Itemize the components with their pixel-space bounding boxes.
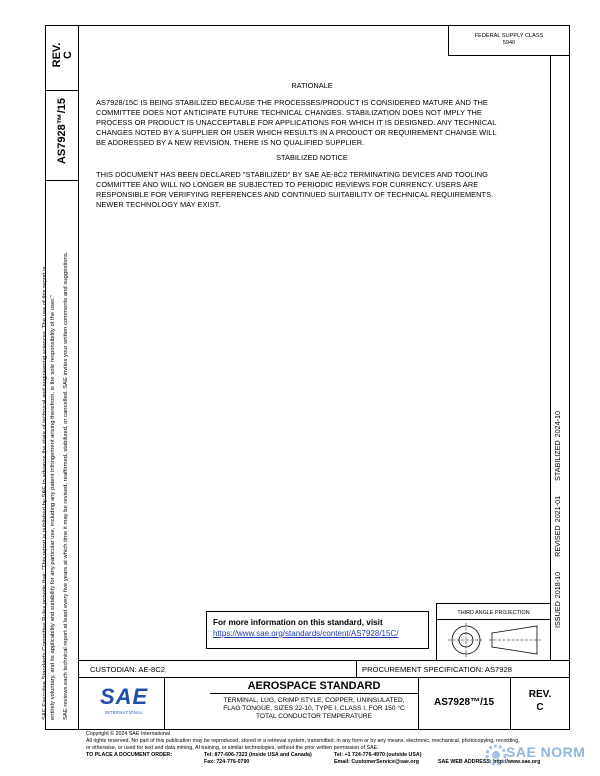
- web-address: SAE WEB ADDRESS: http://www.sae.org: [438, 759, 541, 765]
- sidebar-divider: [78, 25, 79, 730]
- custodian: CUSTODIAN: AE-8C2: [90, 665, 165, 674]
- rationale-line: COMMITTEE DOES NOT ANTICIPATE FUTURE TECHNICAL CHANGES. STABILIZATION DOES NOT IMPLY THE: [96, 108, 482, 117]
- sidebar-rev-label: REV.: [51, 42, 63, 68]
- standard-title: AEROSPACE STANDARD: [247, 680, 381, 692]
- title-block-top: [78, 660, 570, 661]
- stabilized-line: THIS DOCUMENT HAS BEEN DECLARED "STABILIZED" BY SAE AE-8C2 TERMINATING DEVICES AND TOOLING: [96, 170, 488, 179]
- procurement-spec: PROCUREMENT SPECIFICATION: AS7928: [362, 665, 512, 674]
- third-angle-projection-icon: [437, 620, 549, 658]
- sae-logo-text: SAE: [100, 684, 149, 709]
- stabilized-heading: STABILIZED NOTICE: [276, 153, 348, 162]
- description-line: FLAG TONGUE, SIZES 22-10, TYPE I, CLASS I, FOR 150 °C: [223, 705, 405, 712]
- info-box: [206, 611, 429, 649]
- sidebar-disclaimer-line3: SAE reviews each technical report at least every five years at which time it may be revised, reaffirmed, stabilized, or cancelled. SAE invites your written comments and suggestions.: [63, 251, 69, 720]
- rationale-line: PROCESS OR PRODUCT IS UNACCEPTABLE FOR APPLICATIONS FOR WHICH IT IS DESIGNED. ANY TECHNICAL: [96, 118, 497, 127]
- fax: Fax: 724-776-0790: [204, 759, 250, 765]
- stabilized-line: NEWER TECHNOLOGY MAY EXIST.: [96, 200, 221, 209]
- rationale-line: CHANGES NOTED BY A SUPPLIER OR USER WHICH RESULTS IN A PRODUCT OR REQUIREMENT CHANGE WILL: [96, 128, 497, 137]
- federal-supply-class: [448, 33, 570, 47]
- logo-divider: [164, 677, 165, 730]
- rights-line: All rights reserved. No part of this publication may be reproduced, stored in a retrieval system, transmitted, in any form or by any means, electronic, mechanical, photocopying, recording,: [86, 738, 520, 744]
- stabilized-date: STABILIZED 2024-10: [553, 410, 562, 481]
- sidebar-rev-block: [52, 25, 74, 85]
- description-line: TERMINAL, LUG, CRIMP STYLE, COPPER, UNINSULATED,: [223, 697, 405, 704]
- title-rev-value: C: [536, 702, 544, 713]
- issue-dates: [553, 398, 562, 628]
- rationale-line: BE ADDRESSED BY A NEW REVISION. THERE IS NO QUALIFIED SUPPLIER.: [96, 138, 365, 147]
- watermark-text: SAE NORM: [506, 744, 586, 760]
- sidebar-docnum-divider: [45, 180, 78, 181]
- sae-logo: [100, 684, 148, 722]
- rights-line: or otherwise, or used for text and data mining, AI training, or similar technologies, without the prior written permission of SAE.: [86, 745, 379, 751]
- right-column-divider: [550, 55, 551, 660]
- rationale-line: AS7928/15C IS BEING STABILIZED BECAUSE THE PROCESSES/PRODUCT IS CONSIDERED MATURE AND THE: [96, 98, 488, 107]
- federal-supply-class-label: FEDERAL SUPPLY CLASS: [474, 33, 544, 39]
- description-line: TOTAL CONDUCTOR TEMPERATURE: [255, 713, 372, 720]
- sidebar-doc-number: AS7928™/15: [56, 97, 68, 165]
- title-rev: [510, 688, 570, 714]
- document-description: [210, 697, 418, 721]
- tel-intl: Tel: +1 724-776-4970 (outside USA): [334, 752, 422, 758]
- rationale-text: [96, 98, 528, 148]
- revised-date: REVISED 2021-01: [553, 495, 562, 557]
- rationale-heading: RATIONALE: [291, 81, 333, 90]
- copyright: Copyright © 2024 SAE International: [86, 731, 170, 737]
- projection-label: THIRD ANGLE PROJECTION: [437, 604, 550, 620]
- order-label: TO PLACE A DOCUMENT ORDER:: [86, 752, 173, 758]
- watermark: [484, 742, 596, 768]
- issued-date: ISSUED 2018-10: [553, 571, 562, 628]
- stabilized-text: [96, 170, 528, 210]
- federal-supply-class-value: 5940: [502, 40, 516, 46]
- standard-link[interactable]: https://www.sae.org/standards/content/AS7928/15C/: [213, 629, 399, 638]
- sidebar-rev-divider: [45, 90, 78, 91]
- tel-us: Tel: 877-606-7323 (inside USA and Canada): [204, 752, 312, 758]
- gear-icon: [484, 742, 508, 768]
- title-doc-number: AS7928™/15: [433, 697, 495, 708]
- sae-logo-sub: INTERNATIONAL: [104, 710, 144, 715]
- sidebar-disclaimer-line1: SAE Executive Standards Committee Rules provide that: "This report is published by SAE to advance the state of technical and engineering sciences. The use of this report is: [42, 266, 48, 720]
- stabilized-line: COMMITTEE AND WILL NO LONGER BE SUBJECTED TO PERIODIC REVIEWS FOR CURRENCY. USERS ARE: [96, 180, 479, 189]
- custodian-divider: [356, 660, 357, 677]
- sidebar-rev-value: C: [62, 51, 74, 59]
- title-rev-label: REV.: [528, 689, 552, 700]
- header-box-bottom: [448, 55, 570, 56]
- sidebar-disclaimer-line2: entirely voluntary, and its applicability and suitability for any particular use, including any patent infringement arising therefrom, is the sole responsibility of the user.": [50, 295, 56, 720]
- stabilized-line: RESPONSIBLE FOR VERIFYING REFERENCES AND CONTINUED SUITABILITY OF TECHNICAL REQUIREMENTS.: [96, 190, 494, 199]
- info-box-text: For more information on this standard, visit: [213, 618, 383, 627]
- projection-box: [436, 603, 550, 660]
- email: Email: CustomerService@sae.org: [334, 759, 419, 765]
- title-block-divider: [78, 677, 570, 678]
- standard-title-divider: [210, 693, 418, 694]
